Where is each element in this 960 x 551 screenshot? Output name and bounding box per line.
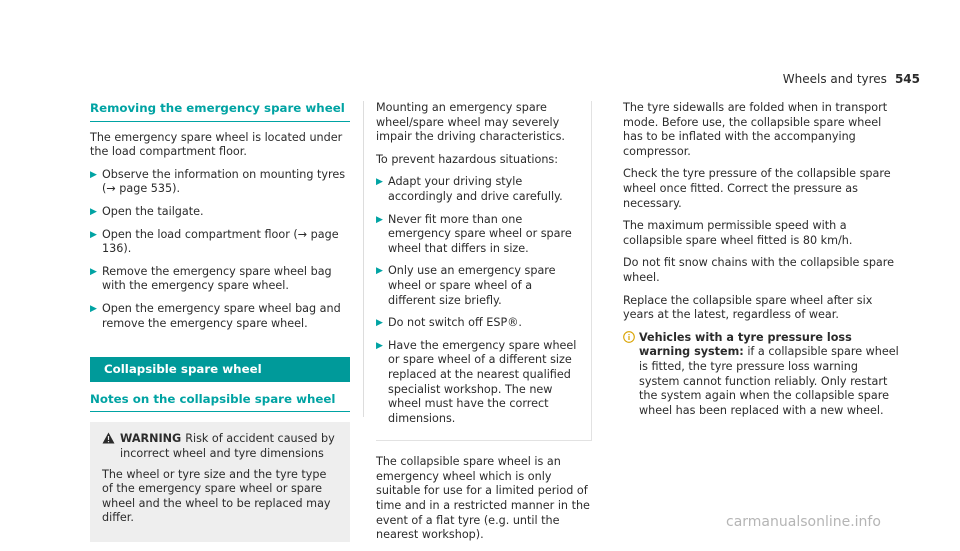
warning-label: WARNING: [120, 432, 182, 446]
impair-text: Mounting an emergency spare wheel/spare wheel may severely impair the driving characteristics.: [376, 101, 565, 144]
section-title: Wheels and tyres: [782, 72, 887, 86]
check-pressure-text: Check the tyre pressure of the collapsible spare wheel once fitted. Correct the pressure as necessary.: [623, 167, 891, 210]
list-item: ▶ Do not switch off ESP®.: [376, 316, 522, 330]
watermark: carmanualsonline.info: [726, 514, 881, 530]
replace-text: Replace the collapsible spare wheel after six years at the latest, regardless of wear.: [623, 293, 873, 322]
heading-removing-spare-wheel: Removing the emergency spare wheel: [90, 101, 350, 122]
prevent-steps: [376, 175, 581, 426]
arrow-bullet-icon: ▶: [90, 206, 97, 217]
info-note: [623, 331, 900, 419]
removal-steps: [90, 168, 350, 331]
arrow-bullet-icon: ▶: [90, 303, 97, 314]
arrow-bullet-icon: ▶: [376, 340, 383, 351]
warning-heading: Risk of accident caused by incorrect wheel and tyre dimensions: [120, 432, 335, 460]
warning-continuation-box: [376, 101, 592, 441]
column-2: [376, 101, 592, 551]
arrow-bullet-icon: ▶: [376, 266, 383, 277]
warning-title: [102, 432, 338, 461]
arrow-bullet-icon: ▶: [90, 169, 97, 180]
section-bar-collapsible-spare-wheel: Collapsible spare wheel: [90, 357, 350, 382]
warning-body: The wheel or tyre size and the tyre type of the emergency spare wheel or spare wheel and the wheel to be replaced may differ.: [102, 467, 331, 525]
warning-triangle-icon: [102, 432, 120, 461]
note-body: if a collapsible spare wheel is fitted, the tyre pressure loss warning system cannot function reliably. Only restart the system again when the collapsible spare wheel has been replaced with a new wheel.: [639, 345, 899, 417]
subheading-notes: Notes on the collapsible spare wheel: [90, 392, 350, 413]
list-item: ▶ Open the emergency spare wheel bag and remove the emergency spare wheel.: [90, 301, 341, 330]
list-item: ▶ Observe the information on mounting tyres (→ page 535).: [90, 167, 346, 196]
column-1: [90, 101, 350, 542]
list-item: ▶ Never fit more than one emergency spare wheel or spare wheel that differs in size.: [376, 212, 572, 255]
page-header: [783, 72, 920, 87]
warning-box: [90, 422, 350, 542]
prevent-text: To prevent hazardous situations:: [376, 152, 559, 166]
snow-chains-text: Do not fit snow chains with the collapsible spare wheel.: [623, 256, 895, 284]
arrow-bullet-icon: ▶: [376, 214, 383, 225]
arrow-bullet-icon: ▶: [376, 177, 383, 188]
page-number: 545: [894, 72, 920, 86]
info-icon: [623, 331, 639, 419]
note-title: Vehicles with a tyre pressure loss warning system:: [639, 330, 852, 359]
collapsible-wheel-description: The collapsible spare wheel is an emergency wheel which is only suitable for use for a limited period of time and in a restricted manner in the event of a flat tyre (e.g. until the nearest workshop).: [376, 455, 590, 542]
arrow-bullet-icon: ▶: [90, 229, 97, 240]
arrow-bullet-icon: ▶: [376, 318, 383, 329]
list-item: ▶ Only use an emergency spare wheel or spare wheel of a different size briefly.: [376, 264, 556, 307]
column-3: [623, 101, 900, 418]
list-item: ▶ Have the emergency spare wheel or spare wheel of a different size replaced at the nearest qualified specialist workshop. The new wheel must have the correct dimensions.: [376, 338, 577, 425]
list-item: ▶ Remove the emergency spare wheel bag with the emergency spare wheel.: [90, 264, 332, 293]
max-speed-text: The maximum permissible speed with a collapsible spare wheel fitted is 80 km/h.: [623, 219, 853, 247]
list-item: ▶ Adapt your driving style accordingly and drive carefully.: [376, 175, 563, 203]
list-item: ▶ Open the tailgate.: [90, 204, 204, 218]
intro-text: The emergency spare wheel is located under the load compartment floor.: [90, 130, 343, 159]
list-item: ▶ Open the load compartment floor (→ page 136).: [90, 227, 339, 256]
arrow-bullet-icon: ▶: [90, 266, 97, 277]
column-divider: [363, 101, 364, 417]
transport-mode-text: The tyre sidewalls are folded when in transport mode. Before use, the collapsible spare wheel has to be inflated with the accompanying compressor.: [623, 101, 888, 158]
